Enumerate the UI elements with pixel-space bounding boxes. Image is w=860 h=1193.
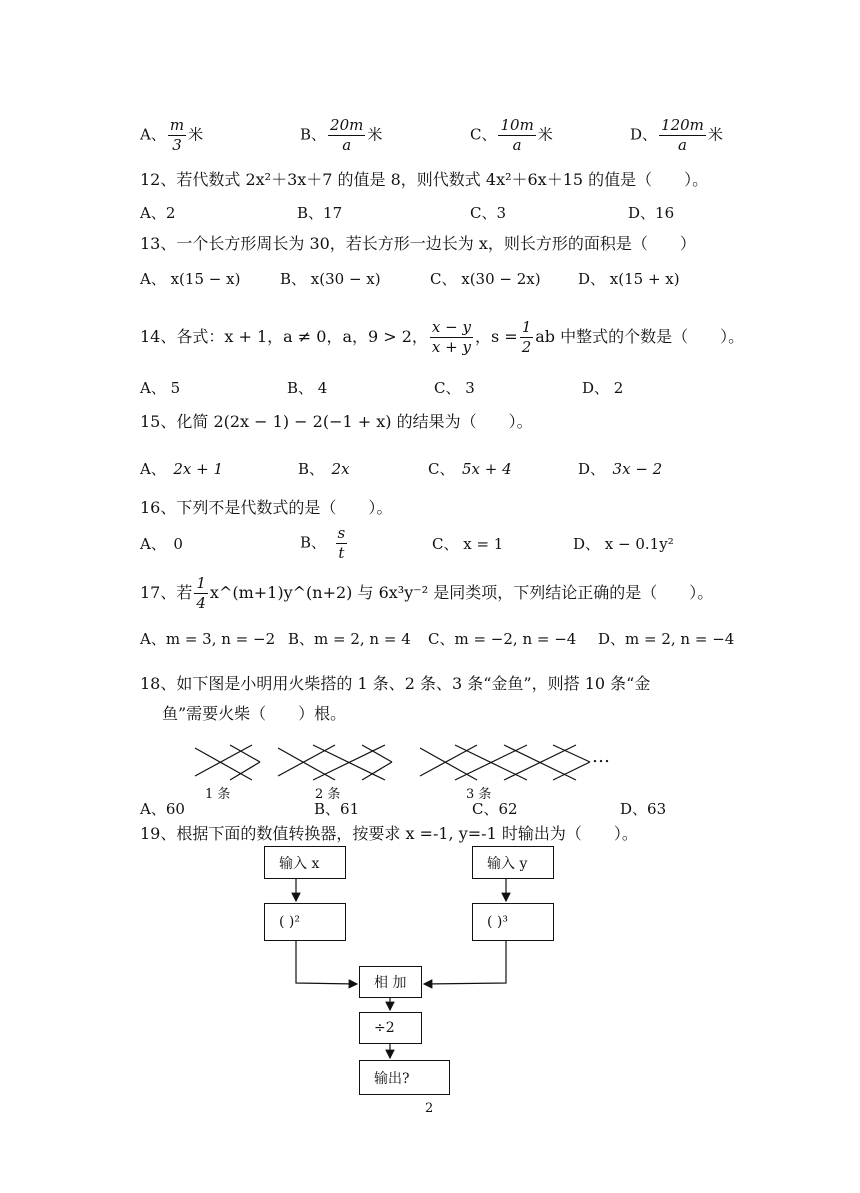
flow-divide-box: ÷2 [359, 1012, 422, 1044]
q18-stem-line2: 鱼”需要火柴（ ）根。 [162, 704, 347, 723]
fish-label-1: 1 条 [205, 787, 231, 802]
flow-input-x-box: 输入 x [264, 846, 346, 879]
q17-option-d: D、m = 2, n = −4 [598, 630, 735, 648]
q14-option-a: A、 5 [140, 379, 181, 397]
q15-option-a: A、 2x + 1 [140, 460, 224, 478]
q12-option-c: C、3 [470, 204, 507, 222]
q15-option-d: D、 3x − 2 [578, 460, 663, 478]
q15-option-c: C、 5x + 4 [428, 460, 512, 478]
q17-option-c: C、m = −2, n = −4 [428, 630, 577, 648]
fish-label-2: 2 条 [315, 787, 341, 802]
flow-input-y-box: 输入 y [472, 846, 554, 879]
q12-option-a: A、2 [140, 204, 176, 222]
q13-option-b: B、 x(30 − x) [280, 270, 381, 288]
q14-stem: 14、各式：x + 1，a ≠ 0，a，9 > 2， $\frac{x - y}{x + y}$ ，s = $\frac{1}{2}$ ab 中整式的个数是（ ）。 [140, 318, 745, 356]
fish-group-1 [195, 745, 260, 780]
flow-cube-box: ( )³ [472, 903, 554, 941]
flow-square-box: ( )² [264, 903, 346, 941]
fish-group-2 [278, 745, 392, 780]
q16-option-a: A、 0 [140, 535, 183, 553]
q13-option-a: A、 x(15 − x) [140, 270, 241, 288]
q11-option-d: D、 $\frac{120m}{a}$ 米 [630, 116, 723, 154]
flow-add-box: 相 加 [359, 966, 422, 998]
fish-label-3: 3 条 [466, 787, 492, 802]
q15-option-b: B、 2x [298, 460, 350, 478]
q12-option-d: D、16 [628, 204, 675, 222]
q16-option-d: D、 x − 0.1y² [573, 535, 674, 553]
q16-stem: 16、下列不是代数式的是（ ）。 [140, 498, 393, 517]
fish-ellipsis: … [592, 746, 610, 767]
q11-option-c: C、 $\frac{10m}{a}$ 米 [470, 116, 553, 154]
q17-stem: 17、若 $\frac{1}{4}$ x^(m+1)y^(n+2) 与 6x³y⁻² 是同类项，下列结论正确的是（ ）。 [140, 574, 714, 612]
q12-stem: 12、若代数式 2x²＋3x＋7 的值是 8，则代数式 4x²＋6x＋15 的值是（ ）。 [140, 170, 709, 189]
q15-stem: 15、化简 2(2x − 1) − 2(−1 + x) 的结果为（ ）。 [140, 412, 533, 431]
q12-option-b: B、17 [297, 204, 343, 222]
flow-output-box: 输出? [359, 1060, 450, 1095]
q14-option-c: C、 3 [434, 379, 475, 397]
q14-option-b: B、 4 [287, 379, 328, 397]
q13-option-d: D、 x(15 + x) [578, 270, 680, 288]
q18-option-b: B、61 [314, 800, 360, 818]
page-number: 2 [425, 1101, 434, 1116]
q17-option-a: A、m = 3, n = −2 [140, 630, 276, 648]
fish-group-3 [420, 745, 590, 780]
q18-stem-line1: 18、如下图是小明用火柴搭的 1 条、2 条、3 条“金鱼”，则搭 10 条“金 [140, 674, 651, 693]
q17-option-b: B、m = 2, n = 4 [288, 630, 411, 648]
q16-option-b: B、 $\frac{s}{t}$ [300, 524, 346, 562]
q18-option-d: D、63 [620, 800, 667, 818]
q16-option-c: C、 x = 1 [432, 535, 504, 553]
q18-option-c: C、62 [472, 800, 518, 818]
q13-stem: 13、一个长方形周长为 30，若长方形一边长为 x，则长方形的面积是（ ） [140, 234, 696, 253]
q13-option-c: C、 x(30 − 2x) [430, 270, 541, 288]
q11-option-b: B、 $\frac{20m}{a}$ 米 [300, 116, 383, 154]
q14-option-d: D、 2 [582, 379, 624, 397]
q11-option-a: A、 $\frac{m}{3}$ 米 [140, 116, 204, 154]
q19-stem: 19、根据下面的数值转换器，按要求 x =-1, y=-1 时输出为（ ）。 [140, 824, 638, 843]
q18-option-a: A、60 [140, 800, 185, 818]
